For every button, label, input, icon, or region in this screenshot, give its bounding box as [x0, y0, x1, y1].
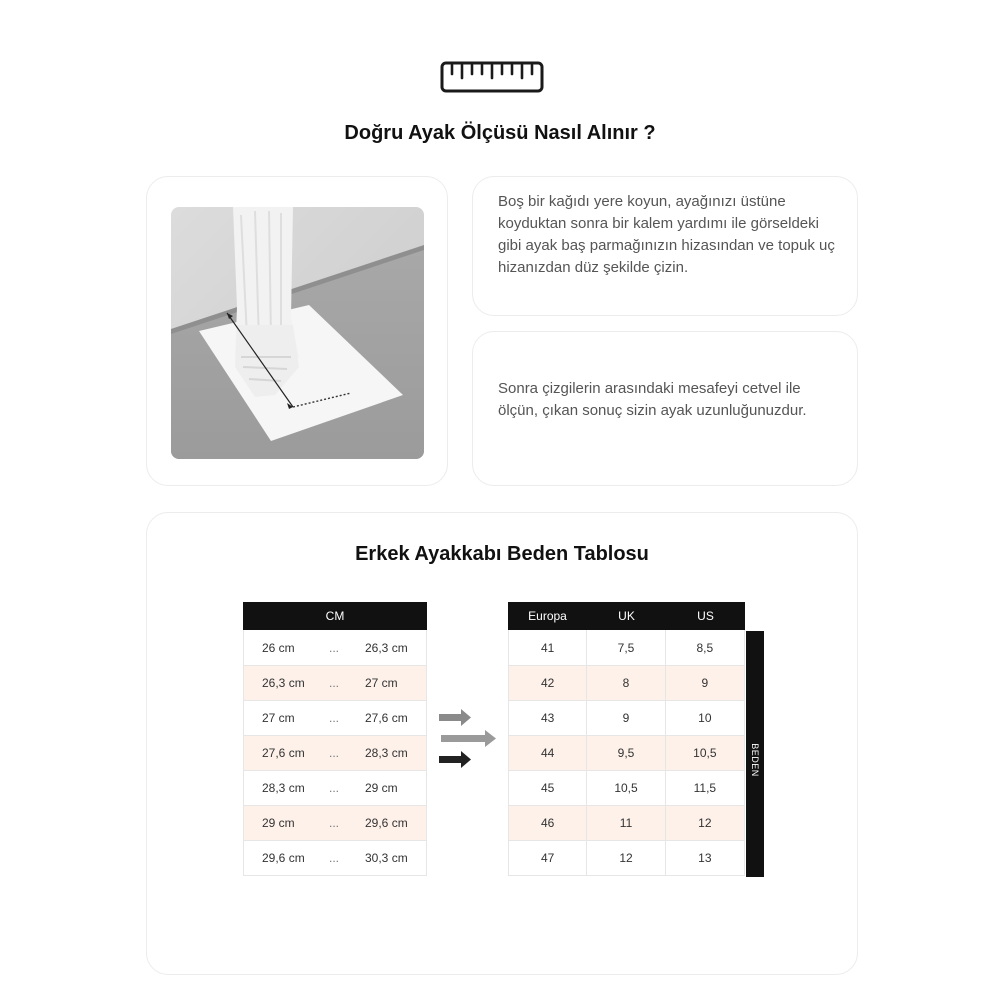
size-table-row: [508, 771, 745, 806]
size-table-body: [508, 630, 745, 876]
size-table-header: [508, 602, 745, 630]
cm-separator: ...: [328, 711, 339, 725]
uk-cell: 11: [587, 806, 665, 840]
cm-to-cell: 27 cm: [365, 676, 398, 690]
europa-cell: 43: [509, 701, 587, 735]
foot-measure-image-card: [146, 176, 448, 486]
europa-cell: 45: [509, 771, 587, 805]
size-table-row: [508, 630, 745, 666]
cm-from-cell: 26,3 cm: [262, 676, 305, 690]
cm-table-row: [243, 666, 427, 701]
cm-to-cell: 29,6 cm: [365, 816, 408, 830]
page-title: Doğru Ayak Ölçüsü Nasıl Alınır ?: [344, 122, 656, 144]
cm-separator: ...: [328, 851, 339, 865]
cm-from-cell: 27,6 cm: [262, 746, 305, 760]
size-table-row: [508, 666, 745, 701]
size-table-row: [508, 701, 745, 736]
us-cell: 12: [698, 816, 712, 830]
cm-table-row: [243, 771, 427, 806]
instruction-card-2: [472, 331, 858, 486]
us-cell: 9: [701, 676, 709, 690]
us-cell: 13: [698, 851, 712, 865]
cm-to-cell: 29 cm: [365, 781, 398, 795]
cm-to-cell: 27,6 cm: [365, 711, 408, 725]
us-cell: 10: [698, 711, 712, 725]
instruction-card-1: [472, 176, 858, 316]
instruction-text-2: Sonra çizgilerin arasındaki mesafeyi cetvel ile ölçün, çıkan sonuç sizin ayak uzunluğunuzdur.: [498, 380, 807, 419]
arrows-icon: [439, 709, 501, 771]
europa-cell: 47: [509, 841, 587, 875]
cm-from-cell: 26 cm: [262, 640, 295, 655]
europa-cell: 46: [509, 806, 587, 840]
cm-separator: ...: [328, 781, 339, 795]
europa-cell: 42: [509, 666, 587, 700]
cm-separator: ...: [328, 676, 339, 690]
cm-from-cell: 29,6 cm: [262, 851, 305, 865]
size-table-row: [508, 736, 745, 771]
beden-side-label-box: [746, 745, 764, 775]
cm-table-body: [243, 630, 427, 876]
cm-to-cell: 28,3 cm: [365, 746, 408, 760]
cm-table-row: [243, 736, 427, 771]
size-table: [508, 602, 745, 876]
europa-cell: 44: [509, 736, 587, 770]
uk-cell: 10,5: [587, 771, 665, 805]
cm-from-cell: 29 cm: [262, 816, 295, 830]
cm-table-row: [243, 630, 427, 666]
cm-to-cell: 30,3 cm: [365, 851, 408, 865]
size-table-row: [508, 841, 745, 876]
cm-to-cell: 26,3 cm: [365, 640, 408, 655]
uk-cell: 8: [587, 666, 665, 700]
cm-table-row: [243, 806, 427, 841]
size-chart-title: Erkek Ayakkabı Beden Tablosu: [355, 543, 649, 565]
cm-table-header: [243, 602, 427, 630]
uk-cell: 12: [587, 841, 665, 875]
cm-table: [243, 602, 427, 876]
header-us: US: [697, 609, 714, 623]
cm-table-row: [243, 701, 427, 736]
us-cell: 8,5: [696, 640, 714, 655]
header-uk: UK: [618, 609, 635, 623]
cm-table-row: [243, 841, 427, 876]
uk-cell: 9,5: [587, 736, 665, 770]
instruction-text-1: Boş bir kağıdı yere koyun, ayağınızı üstüne koyduktan sonra bir kalem yardımı ile görseldeki gibi ayak baş parmağınızın hizasından ve topuk uç hizanızdan düz şekilde çizin.: [498, 193, 835, 276]
ruler-icon: [440, 61, 544, 93]
cm-separator: ...: [328, 640, 339, 655]
us-cell: 10,5: [693, 746, 717, 760]
cm-separator: ...: [328, 746, 339, 760]
cm-header-label: CM: [325, 609, 345, 623]
cm-separator: ...: [328, 816, 339, 830]
uk-cell: 9: [587, 701, 665, 735]
size-table-row: [508, 806, 745, 841]
beden-side-label: BEDEN: [750, 743, 760, 777]
cm-from-cell: 28,3 cm: [262, 781, 305, 795]
us-cell: 11,5: [693, 781, 717, 795]
foot-measure-photo: [171, 207, 424, 459]
europa-cell: 41: [509, 630, 587, 665]
cm-from-cell: 27 cm: [262, 711, 295, 725]
size-chart-card: [146, 512, 858, 975]
header-europa: Europa: [528, 609, 567, 623]
uk-cell: 7,5: [587, 630, 665, 665]
